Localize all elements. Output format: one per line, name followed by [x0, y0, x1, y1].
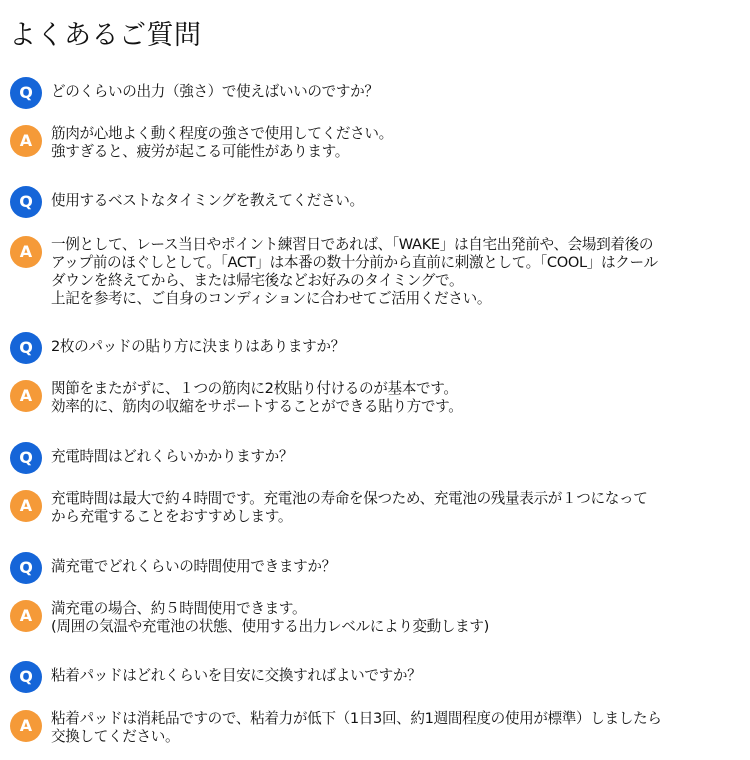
answer-badge: A — [10, 236, 42, 268]
answer-text — [51, 710, 732, 746]
answer-text — [51, 125, 732, 161]
answer-line: 粘着パッドは消耗品ですので、粘着力が低下（1日3回、約1週間程度の使用が標準）しましたら — [51, 710, 662, 727]
question-badge: Q — [10, 661, 42, 693]
answer-badge: A — [10, 380, 42, 412]
answer-text — [51, 490, 732, 526]
answer-line: 強すぎると、疲労が起こる可能性があります。 — [51, 143, 349, 160]
answer-badge: A — [10, 600, 42, 632]
question-text: 粘着パッドはどれくらいを目安に交換すればよいですか？ — [51, 667, 422, 684]
answer-badge: A — [10, 490, 42, 522]
answer-badge: A — [10, 125, 42, 157]
question-text: 使用するベストなタイミングを教えてください。 — [51, 192, 364, 209]
question-badge: Q — [10, 332, 42, 364]
question-badge: Q — [10, 442, 42, 474]
answer-text — [51, 236, 732, 308]
question-badge: Q — [10, 552, 42, 584]
answer-badge: A — [10, 710, 42, 742]
answer-line: 満充電の場合、約５時間使用できます。 — [51, 600, 307, 617]
page-title: よくあるご質問 — [9, 20, 202, 51]
answer-text — [51, 600, 732, 636]
answer-line: から充電することをおすすめします。 — [51, 508, 293, 525]
question-text: どのくらいの出力（強さ）で使えばいいのですか？ — [51, 83, 379, 100]
answer-line: 一例として、レース当日やポイント練習日であれば、「WAKE」は自宅出発前や、会場到着後の — [51, 236, 654, 253]
question-text: 2枚のパッドの貼り方に決まりはありますか？ — [51, 338, 345, 355]
answer-line: 充電時間は最大で約４時間です。充電池の寿命を保つため、充電池の残量表示が１つになって — [51, 490, 648, 507]
question-badge: Q — [10, 186, 42, 218]
answer-line: アップ前のほぐしとして。「ACT」は本番の数十分前から直前に刺激として。「COOL」はクール — [51, 254, 658, 271]
question-text: 充電時間はどれくらいかかりますか？ — [51, 448, 294, 465]
answer-line: 筋肉が心地よく動く程度の強さで使用してください。 — [51, 125, 393, 142]
answer-line: 交換してください。 — [51, 728, 180, 745]
question-badge: Q — [10, 77, 42, 109]
answer-line: 効率的に、筋肉の収縮をサポートすることができる貼り方です。 — [51, 398, 463, 415]
question-text: 満充電でどれくらいの時間使用できますか？ — [51, 558, 336, 575]
answer-line: ダウンを終えてから、または帰宅後などお好みのタイミングで。 — [51, 272, 464, 289]
answer-text — [51, 380, 732, 416]
answer-line: 関節をまたがずに、１つの筋肉に2枚貼り付けるのが基本です。 — [51, 380, 458, 397]
answer-line: (周囲の気温や充電池の状態、使用する出力レベルにより変動します) — [51, 618, 490, 635]
answer-line: 上記を参考に、ご自身のコンディションに合わせてご活用ください。 — [51, 290, 492, 307]
